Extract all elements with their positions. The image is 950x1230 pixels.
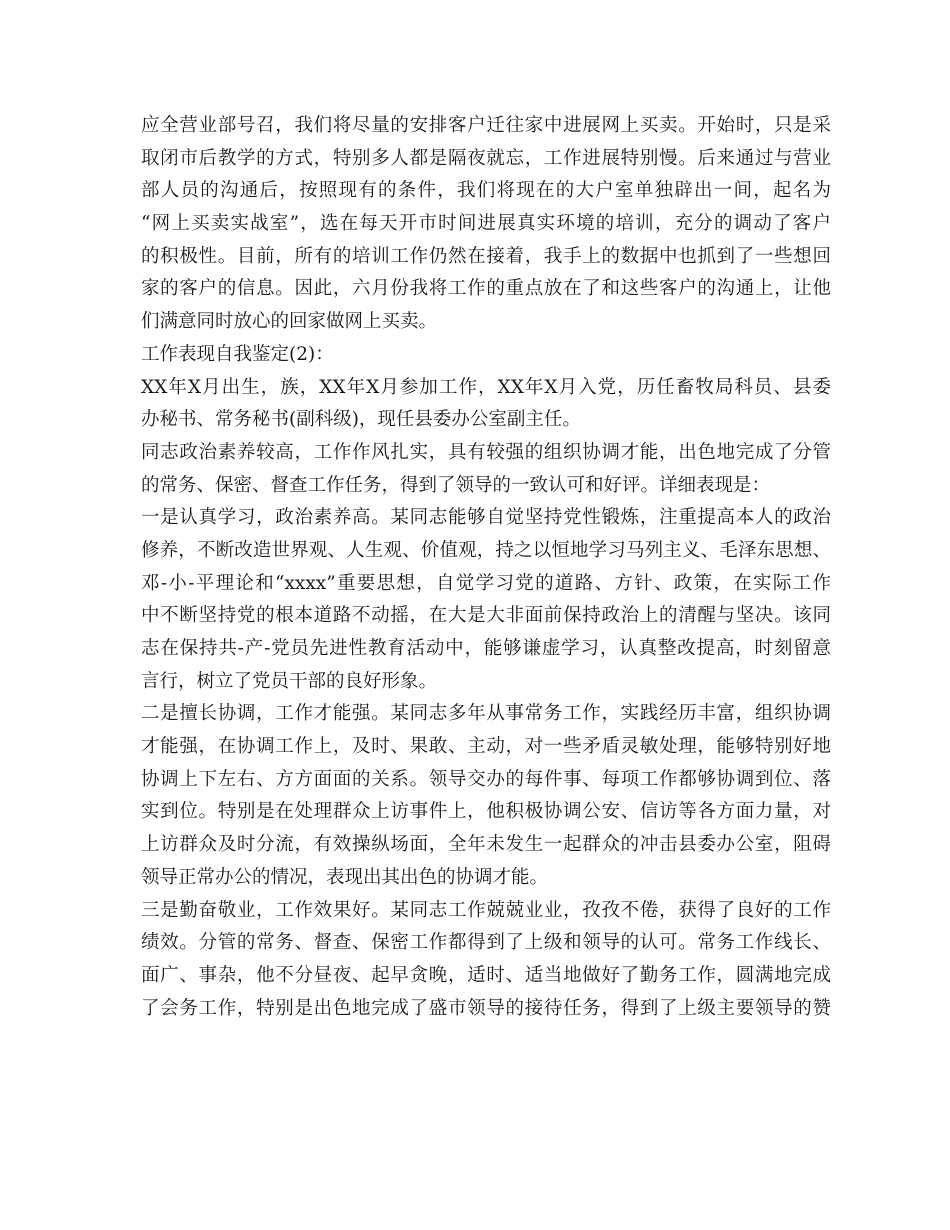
document-body <box>141 110 831 1025</box>
text-line: 一是认真学习，政治素养高。某同志能够自觉坚持党性锻炼，注重提高本人的政治 <box>141 507 831 529</box>
text-line: 才能强，在协调工作上，及时、果敢、主动，对一些矛盾灵敏处理，能够特别好地 <box>141 736 831 758</box>
text-line: 修养，不断改造世界观、人生观、价值观，持之以恒地学习马列主义、毛泽东思想、 <box>141 539 831 561</box>
text-line: XX年X月出生，族，XX年X月参加工作，XX年X月入党，历任畜牧局科员、县委 <box>141 376 831 398</box>
text-line: 了会务工作，特别是出色地完成了盛市领导的接待任务，得到了上级主要领导的赞 <box>141 997 831 1019</box>
text-line: 二是擅长协调，工作才能强。某同志多年从事常务工作，实践经历丰富，组织协调 <box>141 703 831 725</box>
text-line: 协调上下左右、方方面面的关系。领导交办的每件事、每项工作都够协调到位、落 <box>141 768 831 790</box>
text-line: 志在保持共-产-党员先进性教育活动中，能够谦虚学习，认真整改提高，时刻留意 <box>141 638 831 659</box>
text-line: 应全营业部号召，我们将尽量的安排客户迁往家中进展网上买卖。开始时，只是采 <box>141 115 831 136</box>
text-line: 工作表现自我鉴定(2)： <box>141 343 334 365</box>
text-line: 们满意同时放心的回家做网上买卖。 <box>141 311 438 333</box>
text-line: 家的客户的信息。因此，六月份我将工作的重点放在了和这些客户的沟通上，让他 <box>141 278 831 300</box>
text-line: “网上买卖实战室”，选在每天开市时间进展真实环境的培训，充分的调动了客户 <box>141 213 831 235</box>
text-line: 言行，树立了党员干部的良好形象。 <box>141 670 438 692</box>
text-line: 部人员的沟通后，按照现有的条件，我们将现在的大户室单独辟出一间，起名为 <box>141 180 831 202</box>
text-line: 中不断坚持党的根本道路不动摇，在大是大非面前保持政治上的清醒与坚决。该同 <box>141 605 831 627</box>
text-line: 的常务、保密、督查工作任务，得到了领导的一致认可和好评。详细表现是： <box>141 474 771 496</box>
text-line: 三是勤奋敬业，工作效果好。某同志工作兢兢业业，孜孜不倦，获得了良好的工作 <box>141 899 831 921</box>
text-line: 绩效。分管的常务、督查、保密工作都得到了上级和领导的认可。常务工作线长、 <box>141 932 831 954</box>
text-line: 同志政治素养较高，工作作风扎实，具有较强的组织协调才能，出色地完成了分管 <box>141 441 831 463</box>
text-line: 上访群众及时分流，有效操纵场面，全年未发生一起群众的冲击县委办公室，阻碍 <box>141 834 831 856</box>
text-line: 取闭市后教学的方式，特别多人都是隔夜就忘，工作进展特别慢。后来通过与营业 <box>141 147 831 169</box>
text-line: 实到位。特别是在处理群众上访事件上，他积极协调公安、信访等各方面力量，对 <box>141 801 831 823</box>
text-line: 领导正常办公的情况，表现出其出色的协调才能。 <box>141 866 549 888</box>
text-line: 面广、事杂，他不分昼夜、起早贪晚，适时、适当地做好了勤务工作，圆满地完成 <box>141 964 831 986</box>
text-line: 邓-小-平理论和“xxxx”重要思想，自觉学习党的道路、方针、政策，在实际工作 <box>141 572 831 594</box>
text-line: 办秘书、常务秘书(副科级)，现任县委办公室副主任。 <box>141 409 581 431</box>
text-line: 的积极性。目前，所有的培训工作仍然在接着，我手上的数据中也抓到了一些想回 <box>141 245 831 267</box>
